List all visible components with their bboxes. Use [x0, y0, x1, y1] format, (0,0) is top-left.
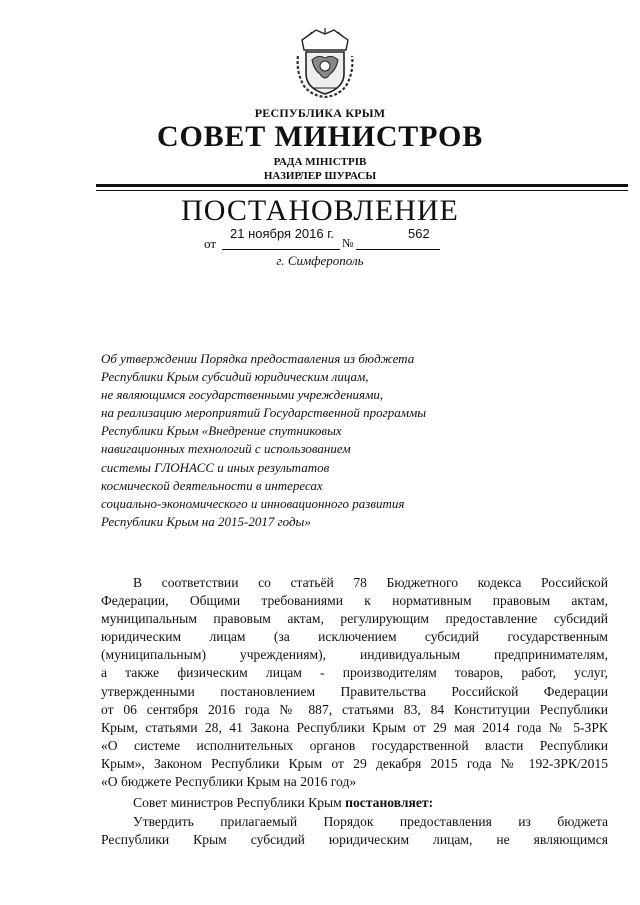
title-line: системы ГЛОНАСС и иных результатов — [101, 459, 330, 475]
number-label: № — [342, 236, 354, 250]
body-line: юридическим лицам (за исключением субсидий государственным — [101, 629, 608, 645]
body-line: «О бюджете Республики Крым на 2016 год» — [101, 774, 357, 790]
body-line: Крым, статьями 28, 41 Закона Республики Крым от 29 мая 2014 года № 5-ЗРК — [101, 719, 608, 735]
resolution-verb: постановляет: — [345, 795, 434, 810]
date-number-line — [204, 226, 444, 252]
date-underline — [222, 249, 340, 250]
body-line: Утвердить прилагаемый Порядок предоставления из бюджета — [133, 814, 608, 829]
from-label: от — [204, 236, 217, 251]
header-rule-thin — [96, 190, 628, 191]
body-line: от 06 сентября 2016 года № 887, статьями 83, 84 Конституции Республики — [101, 701, 608, 717]
decree-number: 562 — [408, 226, 430, 241]
title-line: Республики Крым на 2015-2017 годы» — [101, 513, 311, 529]
resolution-text: Совет министров Республики Крым — [133, 795, 346, 810]
body-line: Федерации, Общими требованиями к нормативным правовым актам, — [101, 593, 608, 609]
title-line: космической деятельности в интересах — [101, 477, 323, 493]
council-name: СОВЕТ МИНИСТРОВ — [156, 120, 484, 153]
title-line: навигационных технологий с использованием — [101, 441, 351, 457]
republic-name: РЕСПУБЛИКА КРЫМ — [254, 106, 386, 120]
header-rule-thick — [96, 184, 628, 187]
council-name-ukrainian: РАДА МІНІСТРІВ — [273, 156, 367, 168]
body-line: утвержденными постановлением Правительства Российской Федерации — [101, 683, 608, 699]
title-line: Республики Крым «Внедрение спутниковых — [101, 423, 342, 439]
body-line: (муниципальным) учреждениям), индивидуальным предпринимателям, — [101, 647, 608, 663]
coat-of-arms-emblem — [296, 26, 354, 98]
title-line: Республики Крым субсидий юридическим лицам, — [101, 369, 369, 385]
body-line: муниципальным правовым актам, регулирующим предоставление субсидий — [101, 611, 608, 627]
title-line: Об утверждении Порядка предоставления из бюджета — [101, 351, 415, 366]
approval-paragraph — [101, 813, 608, 849]
title-line: на реализацию мероприятий Государственной программы — [101, 405, 427, 421]
resolution-line — [101, 794, 608, 812]
title-line: не являющимся государственными учреждениями, — [101, 387, 384, 403]
body-line: а также физическим лицам - производителям товаров, работ, услуг, — [101, 665, 608, 681]
city-name: г. Симферополь — [276, 253, 364, 268]
preamble-paragraph — [101, 574, 608, 791]
title-line: социально-экономического и инновационного развития — [101, 495, 405, 511]
decree-title: ПОСТАНОВЛЕНИЕ — [181, 194, 459, 227]
body-line: «О системе исполнительных органов государственной власти Республики — [101, 737, 608, 753]
resolution-paragraph — [101, 794, 608, 812]
body-line: Республики Крым субсидий юридическим лицам, не являющимся — [101, 832, 608, 848]
body-line: Крым», Законом Республики Крым от 29 декабря 2015 года № 192-ЗРК/2015 — [101, 755, 608, 771]
body-line: В соответствии со статьёй 78 Бюджетного кодекса Российской — [133, 575, 608, 590]
decree-date: 21 ноября 2016 г. — [230, 226, 334, 241]
document-title — [101, 350, 521, 531]
council-name-crimean-tatar: НАЗИРЛЕР ШУРАСЫ — [263, 170, 377, 182]
number-underline — [356, 249, 440, 250]
